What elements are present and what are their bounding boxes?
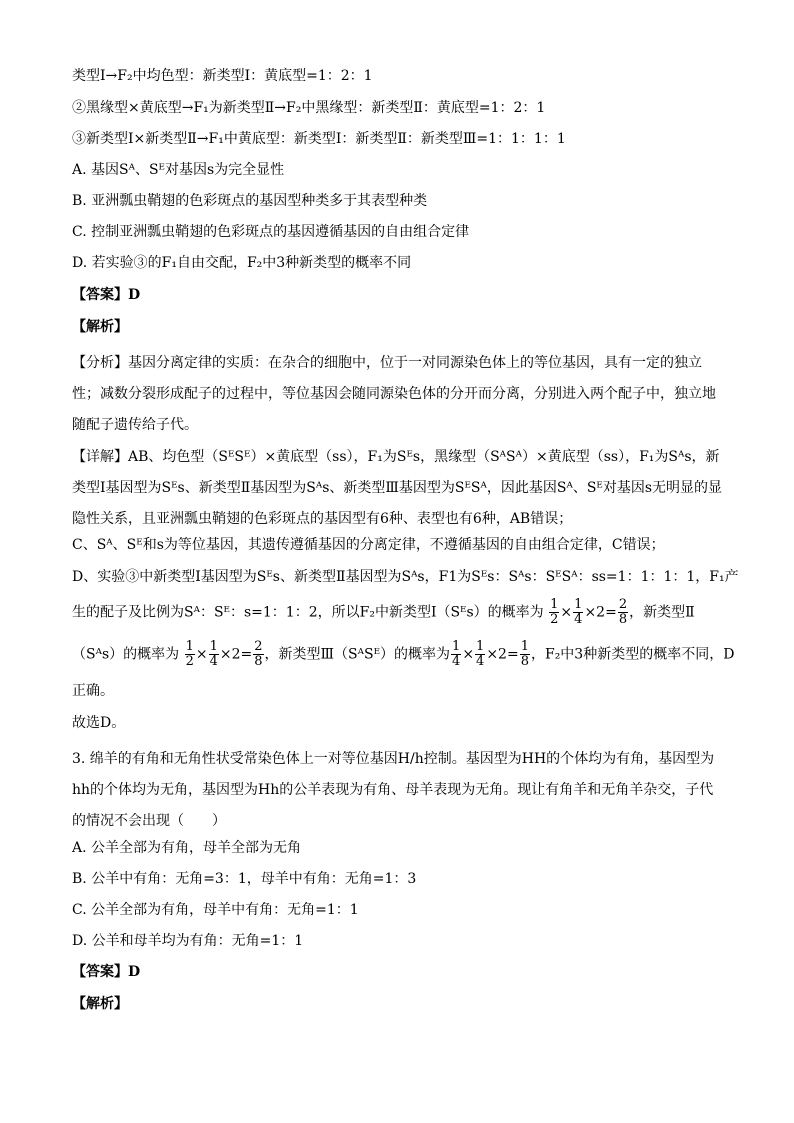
fraction-one-quarter-b: $\frac{1}{4}$ bbox=[209, 639, 218, 669]
fraction-two-eighths-b: $\frac{2}{8}$ bbox=[254, 639, 263, 669]
q2-experiment-line-2: ②黑缘型×黄底型→F₁为新类型Ⅱ→F₂中黑缘型：新类型Ⅱ：黄底型=1：2：1 bbox=[72, 100, 546, 116]
fraction-two-eighths: $\frac{2}{8}$ bbox=[618, 597, 628, 627]
q2-d-explanation-line-2 bbox=[72, 598, 695, 627]
q2-option-d: D. 若实验③的F₁自由交配，F₂中3种新类型的概率不同 bbox=[72, 255, 412, 271]
fraction-one-half-b: $\frac{1}{2}$ bbox=[185, 639, 194, 669]
times-sign-c: × bbox=[462, 646, 475, 663]
q2-option-b: B. 亚洲瓢虫鞘翅的色彩斑点的基因型种类多于其表型种类 bbox=[72, 193, 428, 209]
q3-option-b: B. 公羊中有角：无角=3：1，母羊中有角：无角=1：3 bbox=[72, 871, 417, 887]
times-two-equals: ×2= bbox=[584, 604, 617, 621]
d-line3-text-b: ，新类型Ⅲ（SᴬSᴱ）的概率为 bbox=[264, 646, 451, 663]
q3-analysis-heading: 【解析】 bbox=[72, 996, 128, 1012]
q2-conclusion: 故选D。 bbox=[72, 715, 126, 731]
d-line3-text-a: （Sᴬs）的概率为 bbox=[72, 646, 180, 663]
q2-d-explanation-line-1: D、实验③中新类型Ⅰ基因型为Sᴱs、新类型Ⅱ基因型为Sᴬs，F1为Sᴱs：Sᴬs：SᴱSᴬ：ss=1：1：1：1，F₁产 bbox=[72, 569, 739, 585]
q3-option-d: D. 公羊和母羊均为有角：无角=1：1 bbox=[72, 933, 304, 949]
d-line3-tail: ，F₂中3种新类型的概率不同，D bbox=[530, 646, 735, 663]
q3-option-a: A. 公羊全部为有角，母羊全部为无角 bbox=[72, 840, 302, 856]
q3-answer: 【答案】D bbox=[72, 964, 141, 980]
times-sign-b: × bbox=[195, 646, 208, 663]
q2-experiment-line-3: ③新类型Ⅰ×新类型Ⅱ→F₁中黄底型：新类型Ⅰ：新类型Ⅱ：新类型Ⅲ=1：1：1：1 bbox=[72, 131, 566, 147]
q2-experiment-line-1: 类型Ⅰ→F₂中均色型：新类型Ⅰ：黄底型=1：2：1 bbox=[72, 68, 373, 84]
fraction-one-eighth: $\frac{1}{8}$ bbox=[520, 639, 529, 669]
fraction-one-quarter-c: $\frac{1}{4}$ bbox=[452, 639, 461, 669]
q2-xiangjie-paragraph: 【详解】AB、均色型（SᴱSᴱ）×黄底型（ss），F₁为Sᴱs，黑缘型（SᴬSᴬ）×黄底型（ss），F₁为Sᴬs，新类型Ⅰ基因型为Sᴱs、新类型Ⅱ基因型为Sᴬs、新类型Ⅲ基因型为SᴱSᴬ，因此基因Sᴬ、Sᴱ对基因s无明显的显隐性关系，且亚洲瓢虫鞘翅的色彩斑点的基因型有6种、表型也有6种，AB错误； bbox=[72, 449, 723, 527]
q2-d-explanation-line-3 bbox=[72, 640, 734, 669]
q3-stem: 3. 绵羊的有角和无角性状受常染色体上一对等位基因H/h控制。基因型为HH的个体均为有角，基因型为hh的个体均为无角，基因型为Hh的公羊表现为有角、母羊表现为无角。现让有角羊和无角羊杂交，子代的情况不会出现（ ） bbox=[72, 751, 715, 829]
times-two-equals-c: ×2= bbox=[486, 646, 519, 663]
q2-option-c: C. 控制亚洲瓢虫鞘翅的色彩斑点的基因遵循基因的自由组合定律 bbox=[72, 224, 470, 240]
q2-d-explanation-line-4: 正确。 bbox=[72, 683, 114, 699]
q2-answer: 【答案】D bbox=[72, 287, 141, 303]
times-two-equals-b: ×2= bbox=[219, 646, 253, 663]
q2-fenxi-paragraph: 【分析】基因分离定律的实质：在杂合的细胞中，位于一对同源染色体上的等位基因，具有一定的独立性；减数分裂形成配子的过程中，等位基因会随同源染色体的分开而分离，分别进入两个配子中，独立地随配子遗传给子代。 bbox=[72, 355, 716, 433]
q2-c-explanation: C、Sᴬ、Sᴱ和s为等位基因，其遗传遵循基因的分离定律，不遵循基因的自由组合定律，C错误； bbox=[72, 537, 665, 553]
d-line2-text: 生的配子及比例为Sᴬ：Sᴱ：s=1：1：2，所以F₂中新类型Ⅰ（Sᴱs）的概率为 bbox=[72, 604, 544, 621]
q3-option-c: C. 公羊全部为有角，母羊中有角：无角=1：1 bbox=[72, 902, 359, 918]
fraction-one-quarter-d: $\frac{1}{4}$ bbox=[476, 639, 485, 669]
fraction-one-quarter: $\frac{1}{4}$ bbox=[574, 597, 583, 627]
q2-analysis-heading: 【解析】 bbox=[72, 319, 128, 335]
q2-option-a: A. 基因Sᴬ、Sᴱ对基因s为完全显性 bbox=[72, 162, 285, 178]
times-sign: × bbox=[560, 604, 573, 621]
fraction-one-half: $\frac{1}{2}$ bbox=[550, 597, 559, 627]
d-line2-tail: ，新类型Ⅱ bbox=[629, 604, 695, 621]
